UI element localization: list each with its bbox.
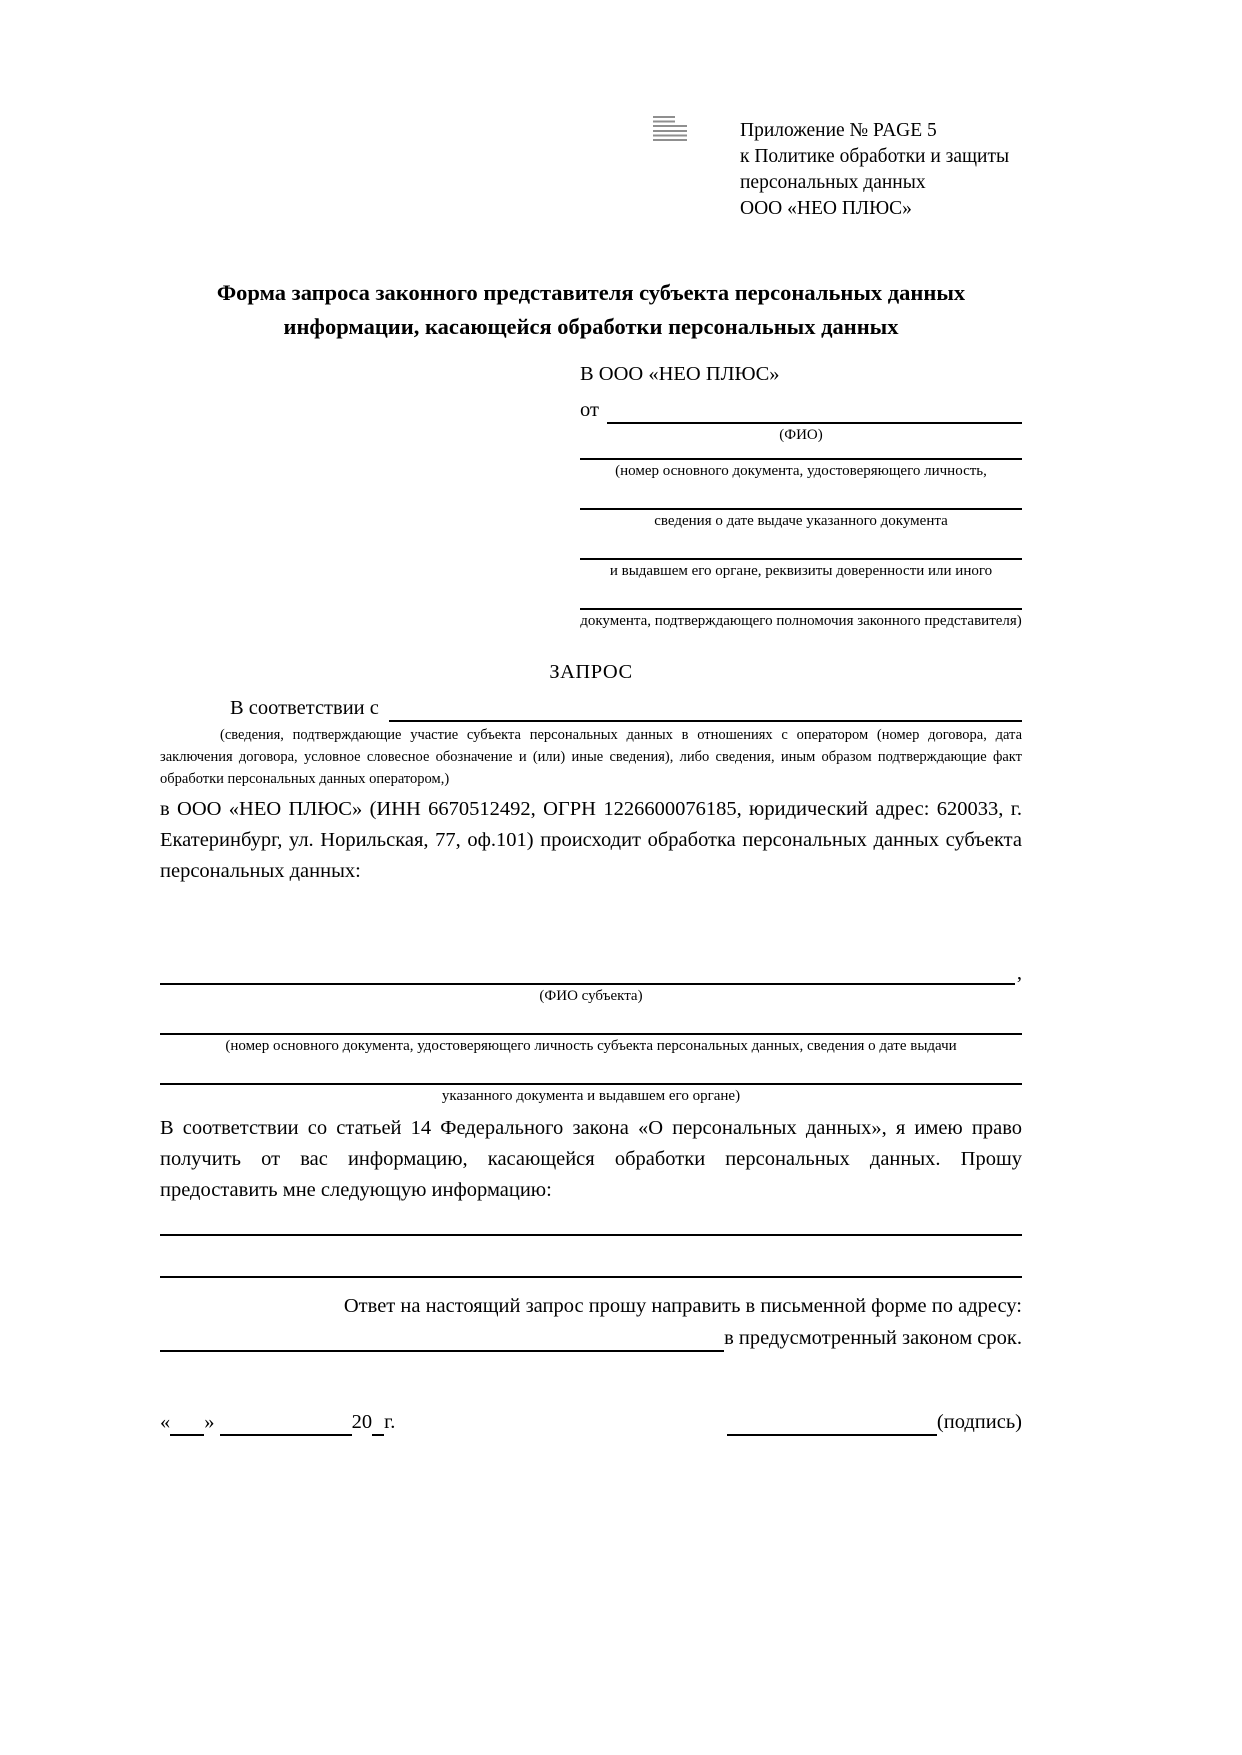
info-blank-line-1 [160,1234,1022,1236]
appendix-header-line: персональных данных [740,172,926,193]
reply-address-blank-line [160,1328,724,1352]
subject-doc-blank-line-2 [160,1083,1022,1085]
signature-blank-line [727,1412,937,1436]
authority-blank-line [580,608,1022,610]
accordance-label: В соответствии с [230,697,379,719]
authority-caption: документа, подтверждающего полномочия законного представителя) [580,613,1022,629]
subject-fio-caption: (ФИО субъекта) [539,988,643,1004]
info-blank-line-2 [160,1276,1022,1278]
from-row [580,394,1022,424]
date-day-blank [170,1414,204,1436]
accordance-blank-line [389,698,1022,722]
doc-number-caption: (номер основного документа, удостоверяющего личность, [615,463,987,479]
law-paragraph: В соответствии со статьей 14 Федерального закона «О персональных данных», я имею право получить от вас информацию, касающейся обработки персональных данных. Прошу предоставить мне следующую информацию: [160,1117,1022,1201]
reply-intro: Ответ на настоящий запрос прошу направить в письменной форме по адресу: [343,1295,1022,1317]
form-title-line2: информации, касающейся обработки персональных данных [283,314,899,339]
signature-caption: (подпись) [936,1411,1022,1433]
date-quote-close: » [204,1411,215,1433]
date-year-prefix: 20 [351,1411,373,1433]
subject-fio-row [160,955,1022,985]
subject-doc-caption-2: указанного документа и выдавшем его органе) [441,1088,741,1104]
date-part [160,1408,395,1436]
date-quote-open: « [160,1411,171,1433]
issuer-blank-line [580,558,1022,560]
reply-address-row [160,1322,1022,1352]
addressee-to: В ООО «НЕО ПЛЮС» [580,363,780,385]
subject-doc-caption-1: (номер основного документа, удостоверяющего личность субъекта персональных данных, сведения о дате выдачи [225,1038,957,1054]
from-label: от [580,399,599,421]
accordance-row [160,692,1022,722]
form-title [160,276,1022,344]
operator-paragraph: в ООО «НЕО ПЛЮС» (ИНН 6670512492, ОГРН 1226600076185, юридический адрес: 620033, г. Екатеринбург, ул. Норильская, 77, оф.101) происходит обработка персональных данных субъекта персональных данных: [160,798,1022,882]
doc-number-blank-line [580,458,1022,460]
date-year-blank [372,1414,384,1436]
issue-date-blank-line [580,508,1022,510]
request-heading: ЗАПРОС [549,661,633,683]
issuer-caption: и выдавшем его органе, реквизиты доверенности или иного [609,563,993,579]
subject-fio-blank-line [160,961,1015,985]
addressee-block [580,360,1022,632]
signature-part [727,1408,1022,1436]
fio-caption: (ФИО) [779,427,823,443]
fio-blank-line [607,400,1022,424]
appendix-header [740,0,1022,222]
relationship-note: (сведения, подтверждающие участие субъекта персональных данных в отношениях с оператором (номер договора, дата заключения договора, условное словесное обозначение и (или) иные сведения), либо сведения, иным образом подтверждающие факт обработки персональных данных оператором,) [160,727,1022,787]
subject-doc-blank-line-1 [160,1033,1022,1035]
appendix-header-line: Приложение № PAGE 5 [740,120,937,141]
date-month-blank [220,1414,352,1436]
footer-row [160,1408,1022,1436]
date-year-suffix: г. [384,1411,396,1433]
trailing-comma: , [1016,962,1022,984]
form-title-line1: Форма запроса законного представителя субъекта персональных данных [216,280,966,305]
appendix-header-line: к Политике обработки и защиты [740,146,1010,167]
appendix-header-line: ООО «НЕО ПЛЮС» [740,198,912,219]
reply-suffix: в предусмотренный законом срок. [724,1327,1022,1349]
page-content [160,0,1022,1436]
issue-date-caption: сведения о дате выдаче указанного документа [654,513,948,529]
